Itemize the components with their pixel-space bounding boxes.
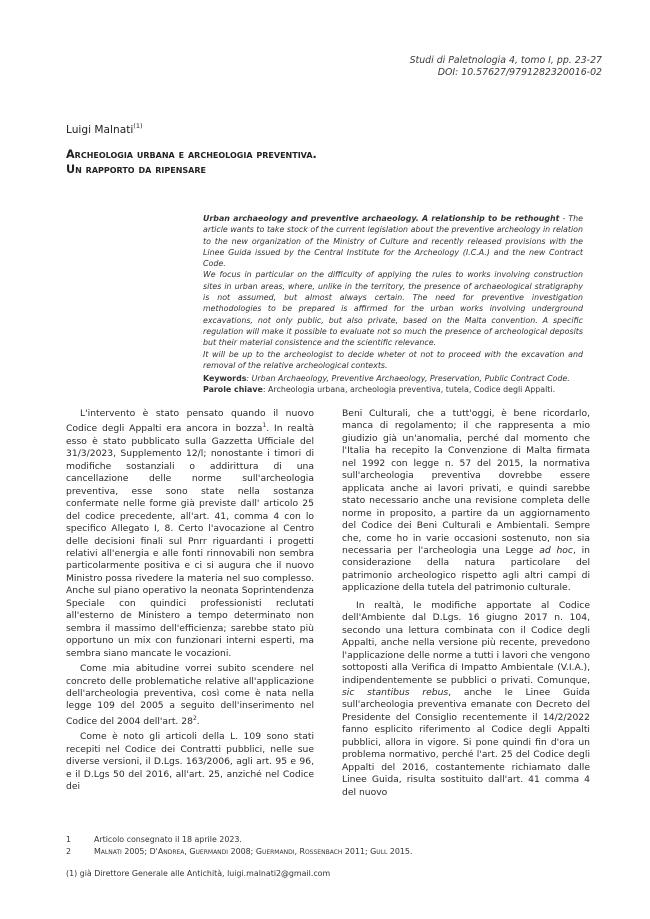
title-line-1: Archeologia urbana e archeologia preventiva. xyxy=(66,148,317,161)
author-name: Luigi Malnati xyxy=(66,124,134,136)
doi-link[interactable]: DOI: 10.57627/9791282320016-02 xyxy=(437,67,602,79)
author-affiliation-marker: (1) xyxy=(133,122,143,130)
body-text: L'intervento è stato pensato quando il nuovo Codice degli Appalti era ancora in bozza xyxy=(66,408,314,435)
body-text: , in considerazione della natura particolare del patrimonio archeologico rispetto agli altri campi di applicazione della tutela del patrimonio culturale. xyxy=(342,544,590,594)
citation-year: 2015. xyxy=(387,847,413,857)
footnote-number: 1 xyxy=(66,835,72,844)
author-affiliation: (1) già Direttore Generale alle Antichità, luigi.malnati2@gmail.com xyxy=(66,869,331,878)
citation-author: Malnati xyxy=(94,847,122,857)
citation-author: Guermandi, Rossenbach xyxy=(255,847,343,857)
abstract-separator: - xyxy=(559,214,569,223)
citation-author: Gull xyxy=(370,847,388,857)
abstract-paragraph-3: It will be up to the archeologist to decide wheter ot not to proceed with the excavation and removal of the relative archeological contexts. xyxy=(203,349,583,370)
parole-chiave xyxy=(203,384,583,395)
body-column-right xyxy=(342,408,590,799)
body-paragraph xyxy=(66,408,314,660)
parole-chiave-list: : Archeologia urbana, archeologia preventiva, tutela, Codice degli Appalti. xyxy=(262,385,556,395)
citation-year: 2008; xyxy=(228,847,256,857)
footnote-number: 2 xyxy=(66,847,72,857)
body-text: . xyxy=(196,715,200,727)
citation-year: 2011; xyxy=(342,847,371,857)
author-line xyxy=(66,122,143,136)
footnote-text: Articolo consegnato il 18 aprile 2023. xyxy=(94,835,242,844)
title-line-2: Un rapporto da ripensare xyxy=(66,162,206,176)
footnote-2 xyxy=(66,846,412,858)
footnote-1 xyxy=(66,834,412,846)
body-paragraph xyxy=(342,408,590,595)
footnote-ref-1[interactable]: 1 xyxy=(262,422,267,430)
body-paragraph xyxy=(66,663,314,728)
abstract xyxy=(203,213,583,396)
body-text: Beni Culturali, che a tutt'oggi, è bene ricordarlo, manca di regolamento; il che rappresenta a mio giudizio già un'anomalia, perché dal momento che l'Italia ha recepito la Convenzione di Malta firmata nel 1992 con legge n. 57 del 2015, la normativa sull'archeologia preventiva dovrebbe essere applicata anche ai lavori privati, e quindi sarebbe stato necessario anche una revisione completa delle norme in proposito, a partire da un aggiornamento del Codice dei Beni Culturali e Ambientali. Sempre che, come ho in varie occasioni sostenuto, non sia necessaria per l'archeologia una Legge xyxy=(342,408,590,556)
body-italic-text: ad hoc xyxy=(539,544,573,556)
citation-author: D'Andrea, Guermandi xyxy=(149,847,229,857)
keywords xyxy=(203,373,583,384)
body-text: In realtà, le modifiche apportate al Codice dell'Ambiente dal D.Lgs. 16 giugno 2017 n. 104, secondo una lettura combinata con il Codice degli Appalti, anche nella versione più recente, prevedono l'applicazione delle norme a tutti i lavori che vengono sottoposti alla Verifica di Impatto Ambientale (V.I.A.), indipendentemente se pubblici o privati. Comunque, xyxy=(342,599,590,686)
abstract-title: Urban archaeology and preventive archaeology. A relationship to be rethought xyxy=(203,214,560,223)
body-column-left xyxy=(66,408,314,794)
parole-chiave-label: Parole chiave xyxy=(203,385,263,395)
citation-year: 2005; xyxy=(121,847,150,857)
journal-citation: Studi di Paletnologia 4, tomo I, pp. 23-27 xyxy=(409,55,602,66)
keywords-list: : Urban Archaeology, Preventive Archaeology, Preservation, Public Contract Code. xyxy=(246,374,570,384)
abstract-paragraph-2: We focus in particular on the difficulty of applying the rules to works involving construction sites in urban areas, where, unlike in the territory, the presence of archaeological stratigraphy is not assumed, but almost always certain. The need for preventive investigation methodologies to be prepared is affirmed for the urban works involving underground excavations, not only public, but also private, based on the Malta convention. A specific regulation will make it possible to evaluate not so much the presence of archeological deposits but their material consistence and the scientific relevance. xyxy=(203,270,583,348)
body-paragraph xyxy=(342,600,590,799)
abstract-text-1: The article wants to take stock of the current legislation about the preventive archeology in relation to the new organization of the Ministry of Culture and recently released provisions with the Linee Guida issued by the Central Institute for the Archeology (I.C.A.) and the new Contract Code. xyxy=(203,214,583,269)
body-italic-text: sic stantibus rebus xyxy=(342,686,449,698)
keywords-label: Keywords xyxy=(203,374,247,384)
body-paragraph: Come è noto gli articoli della L. 109 sono stati recepiti nel Codice dei Contratti pubblici, nelle sue diverse versioni, il D.Lgs. 163/2006, agli art. 95 e 96, e il D.Lgs 50 del 2016, all'art. 25, anziché nel Codice dei xyxy=(66,731,314,793)
footnotes xyxy=(66,834,412,858)
body-text: , anche le Linee Guida sull'archeologia preventiva emanate con Decreto del Presidente del Consiglio recentemente il 14/2/2022 fanno esplicito riferimento al Codice degli Appalti pubblici, allora in vigore. Si pone quindi fin d'ora un problema normativo, perché l'art. 25 del Codice degli Appalti del 2016, costantemente richiamato dalle Linee Guida, risulta sostituito dall'art. 41 comma 4 del nuovo xyxy=(342,686,591,798)
journal-header xyxy=(410,55,602,80)
footnote-ref-2[interactable]: 2 xyxy=(192,714,197,722)
body-text: Come mia abitudine vorrei subito scendere nel concreto delle problematiche relative all'applicazione dell'archeologia preventiva, così come è nata nella legge 109 del 2005 a seguito dell'inserimento nel Codice del 2004 dell'art. 28 xyxy=(66,663,314,727)
body-text: . In realtà esso è stato pubblicato sulla Gazzetta Ufficiale del 31/3/2023, Supplemento 12/l; nonostante i timori di modifiche sostanziali o addirittura di una cancellazione delle norme sull'archeologia preventiva, esse sono state nella sostanza confermate nelle forme già previste dall' articolo 25 del codice precedente, all'art. 41, comma 4 con lo specifico Allegato I, 8. Certo l'avocazione al Centro delle decisioni finali sul Pnrr riguardanti i progetti relativi all'energia e alle fonti rinnovabili non sembra particolarmente positiva e ci si augura che il nuovo Ministro possa rivedere la materia nel suo complesso. Anche sul piano operativo la neonata Soprintendenza Speciale con quindici professionisti reclutati all'esterno de Ministero a tempo determinato non sembra il massimo dell'efficienza; sarebbe stato più opportuno un mix con funzionari interni esperti, ma sembra siano mancate le vocazioni. xyxy=(66,423,314,659)
abstract-paragraph-1 xyxy=(203,213,583,269)
article-title xyxy=(66,148,317,177)
